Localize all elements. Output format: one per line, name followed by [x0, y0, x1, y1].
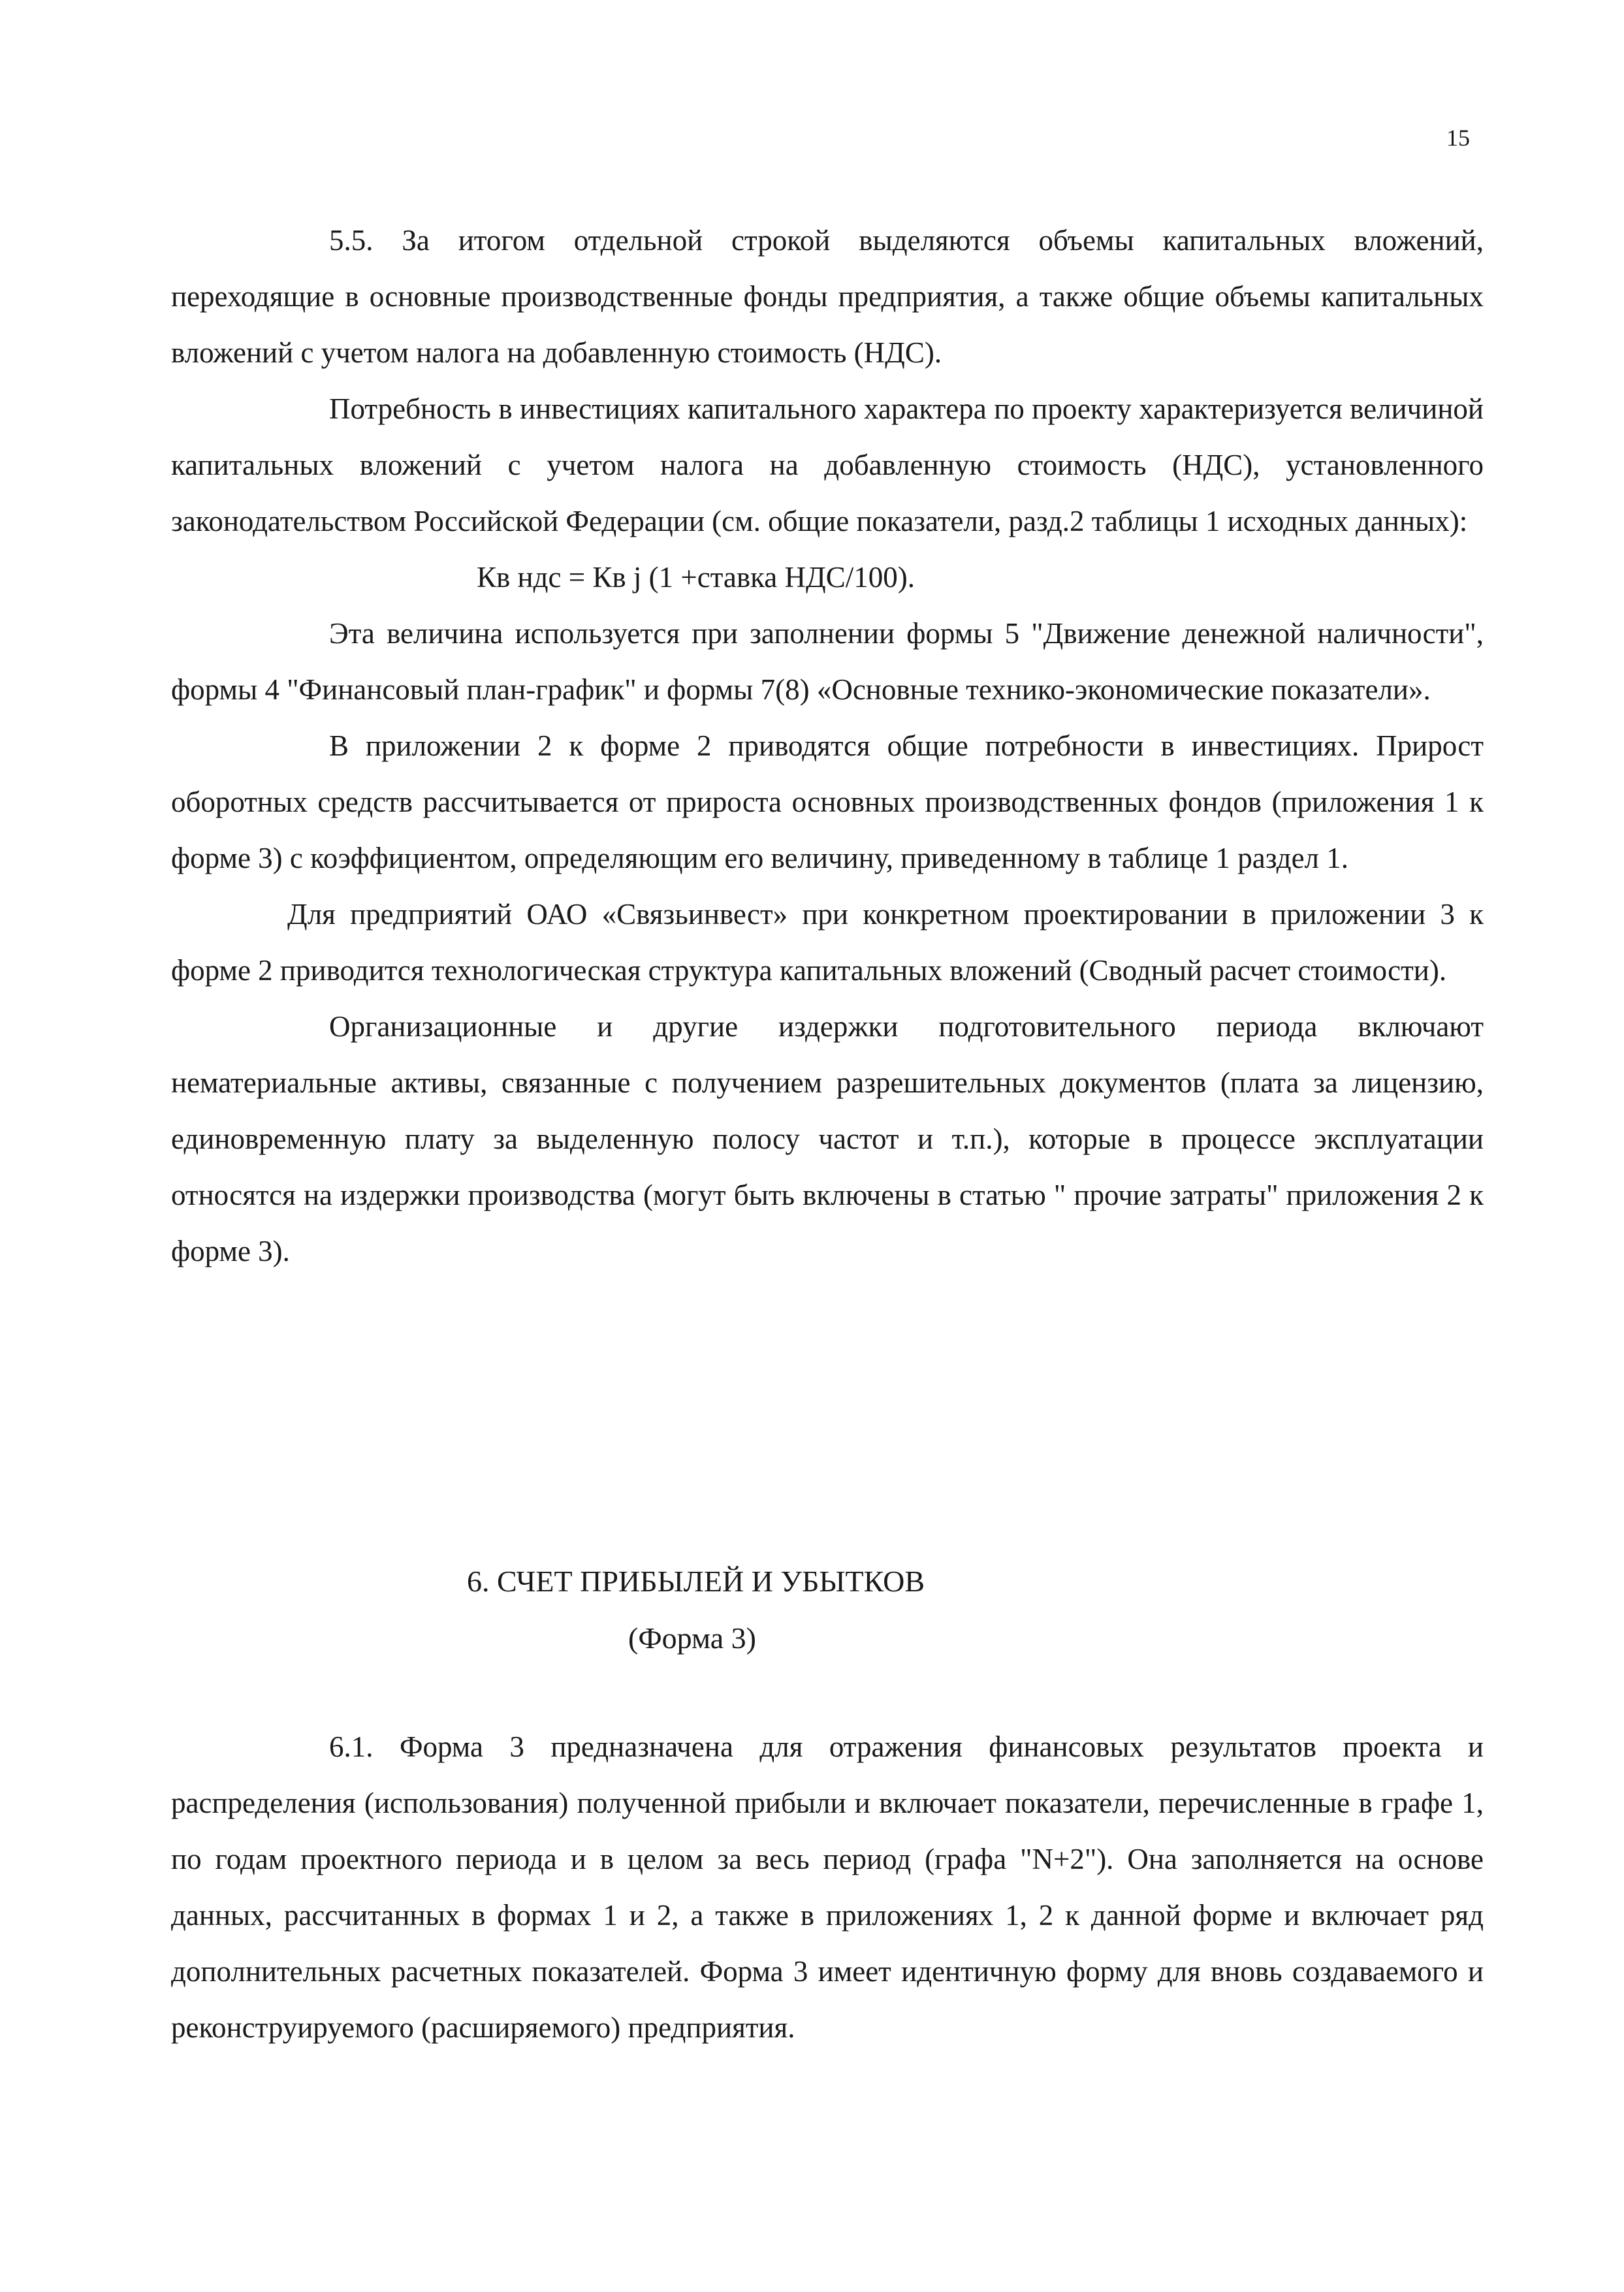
section-5-body: [171, 212, 1484, 1279]
paragraph-investment-need: Потребность в инвестициях капитального характера по проекту характеризуется величиной капитальных вложений с учетом налога на добавленную стоимость (НДС), установленного законодательством Российской Федерации (см. общие показатели, разд.2 таблицы 1 исходных данных):: [171, 392, 1484, 537]
formula-vat: Кв ндс = Кв j (1 +ставка НДС/100).: [477, 561, 915, 594]
section-6-title: 6. СЧЕТ ПРИБЫЛЕЙ И УБЫТКОВ: [467, 1565, 925, 1598]
paragraph-organizational-costs: Организационные и другие издержки подготовительного периода включают нематериальные активы, связанные с получением разрешительных документов (плата за лицензию, единовременную плату за выделенную полосу частот и т.п.), которые в процессе эксплуатации относятся на издержки производства (могут быть включены в статью " прочие затраты" приложения 2 к форме 3).: [171, 1010, 1484, 1267]
paragraph-appendix-2: В приложении 2 к форме 2 приводятся общие потребности в инвестициях. Прирост оборотных средств рассчитывается от прироста основных производственных фондов (приложения 1 к форме 3) с коэффициентом, определяющим его величину, приведенному в таблице 1 раздел 1.: [171, 729, 1484, 874]
paragraph-usage: Эта величина используется при заполнении формы 5 "Движение денежной наличности", формы 4 "Финансовый план-график" и формы 7(8) «Основные технико-экономические показатели».: [171, 617, 1484, 706]
section-6-subtitle: (Форма 3): [628, 1621, 756, 1655]
section-6-body: [171, 1719, 1484, 2056]
paragraph-5-5: 5.5. За итогом отдельной строкой выделяются объемы капитальных вложений, переходящие в основные производственные фонды предприятия, а также общие объемы капитальных вложений с учетом налога на добавленную стоимость (НДС).: [171, 224, 1484, 369]
paragraph-6-1: 6.1. Форма 3 предназначена для отражения финансовых результатов проекта и распределения (использования) полученной прибыли и включает показатели, перечисленные в графе 1, по годам проектного периода и в целом за весь период (графа "N+2"). Она заполняется на основе данных, рассчитанных в формах 1 и 2, а также в приложениях 1, 2 к данной форме и включает ряд дополнительных расчетных показателей. Форма 3 имеет идентичную форму для вновь создаваемого и реконструируемого (расширяемого) предприятия.: [171, 1730, 1484, 2044]
page-number: 15: [1446, 125, 1470, 151]
paragraph-svyazinvest: Для предприятий ОАО «Связьинвест» при конкретном проектировании в приложении 3 к форме 2 приводится технологическая структура капитальных вложений (Сводный расчет стоимости).: [171, 898, 1484, 987]
